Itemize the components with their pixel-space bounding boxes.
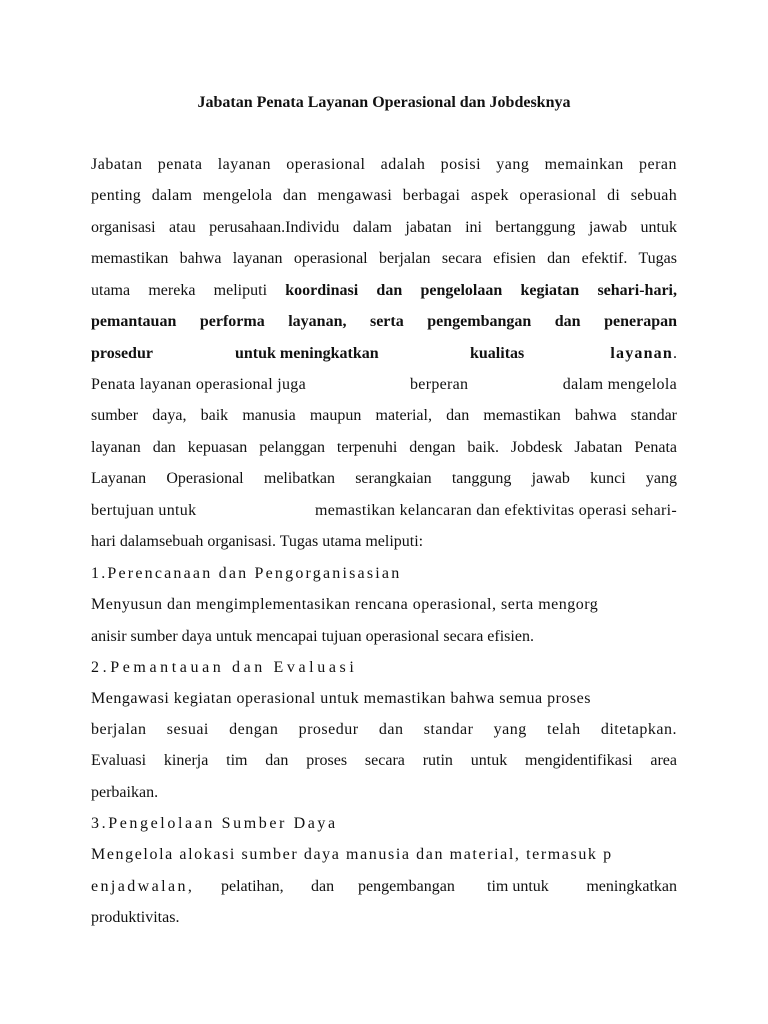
bold-text: kualitas [470, 345, 525, 362]
section-heading: 1.Perencanaan dan Pengorganisasian [91, 565, 402, 582]
paragraph-line-bold: pemantauan performa layanan, serta pengembangan dan penerapan [91, 313, 677, 330]
paragraph-line: berjalan sesuai dengan prosedur dan standar yang telah ditetapkan. [91, 721, 677, 738]
paragraph-text: berperan [410, 376, 469, 393]
paragraph-line: Mengelola alokasi sumber daya manusia dan material, termasuk p [91, 846, 613, 863]
paragraph-text: dan [311, 878, 335, 895]
paragraph-line: Mengawasi kegiatan operasional untuk memastikan bahwa semua proses [91, 690, 591, 707]
bold-text: untuk meningkatkan [235, 345, 379, 362]
paragraph-line: anisir sumber daya untuk mencapai tujuan operasional secara efisien. [91, 628, 534, 645]
document-title: Jabatan Penata Layanan Operasional dan Jobdesknya [197, 94, 571, 111]
paragraph-line: organisasi atau perusahaan.Individu dalam jabatan ini bertanggung jawab untuk [91, 219, 677, 236]
paragraph-line: Menyusun dan mengimplementasikan rencana operasional, serta mengorg [91, 596, 599, 613]
section-heading: 2.Pemantauan dan Evaluasi [91, 659, 358, 676]
bold-text: prosedur [91, 345, 153, 362]
paragraph-line: Layanan Operasional melibatkan serangkaian tanggung jawab kunci yang [91, 470, 677, 487]
paragraph-line: perbaikan. [91, 784, 159, 801]
paragraph-text: bertujuan untuk [91, 502, 197, 519]
paragraph-line: produktivitas. [91, 909, 180, 926]
bold-text: layanan [610, 345, 673, 362]
paragraph-line: memastikan bahwa layanan operasional berjalan secara efisien dan efektif. Tugas [91, 250, 677, 267]
paragraph-text: pelatihan, [221, 878, 284, 895]
line-end [610, 344, 677, 364]
paragraph-line [91, 281, 677, 301]
paragraph-text: memastikan kelancaran dan efektivitas operasi sehari- [315, 502, 677, 519]
paragraph-line: layanan dan kepuasan pelanggan terpenuhi dengan baik. Jobdesk Jabatan Penata [91, 439, 677, 456]
paragraph-line: Jabatan penata layanan operasional adalah posisi yang memainkan peran [91, 156, 677, 173]
paragraph-line: hari dalamsebuah organisasi. Tugas utama meliputi: [91, 533, 424, 550]
paragraph-text: pengembangan [358, 878, 455, 895]
paragraph-line: penting dalam mengelola dan mengawasi berbagai aspek operasional di sebuah [91, 187, 677, 204]
paragraph-text: enjadwalan, [91, 878, 195, 895]
paragraph-text: dalam mengelola [562, 376, 677, 393]
paragraph-text: Penata layanan operasional juga [91, 376, 306, 393]
paragraph-line: Evaluasi kinerja tim dan proses secara rutin untuk mengidentifikasi area [91, 752, 677, 769]
paragraph-text: meningkatkan [586, 878, 677, 895]
paragraph-line: sumber daya, baik manusia maupun material, dan memastikan bahwa standar [91, 407, 677, 424]
bold-text: koordinasi dan pengelolaan kegiatan sehari-hari, [285, 282, 678, 299]
paragraph-text: tim untuk [487, 878, 549, 895]
punctuation: . [673, 345, 677, 362]
section-heading: 3.Pengelolaan Sumber Daya [91, 815, 338, 832]
paragraph-text: utama mereka meliputi [91, 282, 286, 299]
